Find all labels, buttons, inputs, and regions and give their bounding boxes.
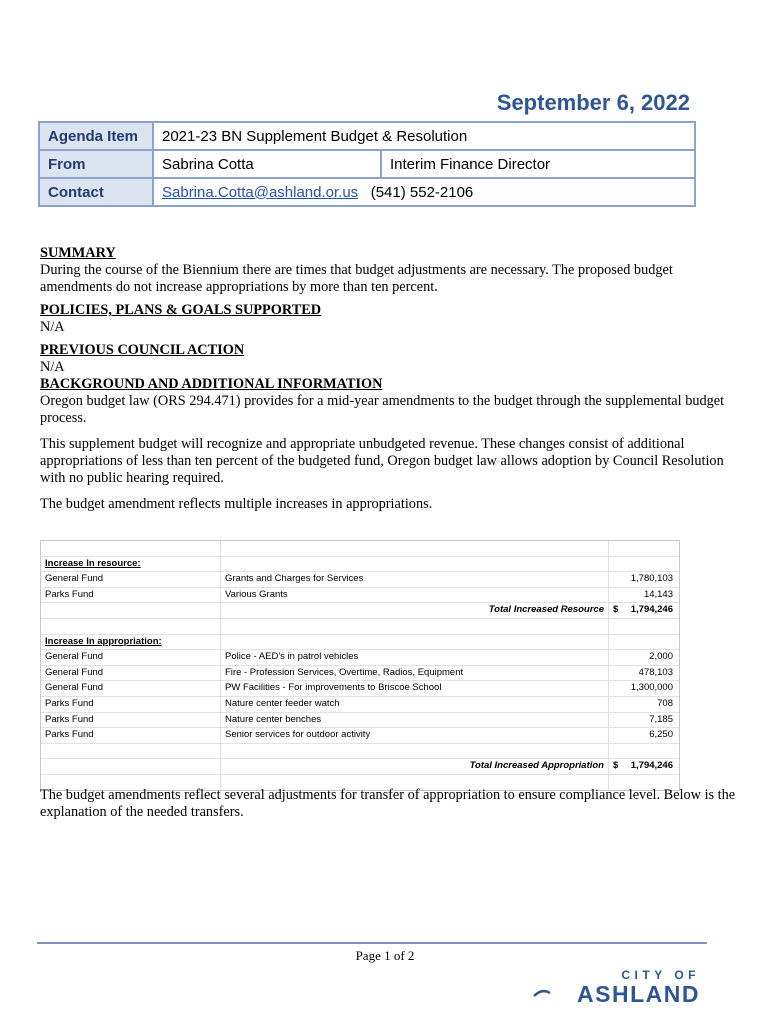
- appropriation-total-value: 1,794,246: [630, 760, 673, 772]
- amount-cell: 708: [657, 697, 673, 709]
- page-number: Page 1 of 2: [355, 948, 415, 963]
- logo-bottom-text: ASHLAND: [577, 981, 700, 1006]
- from-name: Sabrina Cotta: [153, 150, 381, 178]
- fund-cell: Parks Fund: [41, 697, 221, 712]
- agenda-item-row: [39, 122, 695, 150]
- description-cell: Police - AED's in patrol vehicles: [221, 650, 609, 665]
- summary-heading: SUMMARY: [40, 245, 116, 261]
- description-cell: Grants and Charges for Services: [221, 572, 609, 587]
- blank-row: [41, 541, 679, 557]
- logo-top-text: CITY OF: [621, 968, 700, 982]
- description-cell: Various Grants: [221, 588, 609, 603]
- contact-row: [39, 178, 695, 206]
- background-paragraph-1: Oregon budget law (ORS 294.471) provides for a mid-year amendments to the budget through the supplemental budget process.: [40, 393, 725, 426]
- fund-cell: General Fund: [41, 681, 221, 696]
- amount-cell: 478,103: [638, 666, 673, 678]
- fund-cell: Parks Fund: [41, 588, 221, 603]
- fund-cell: General Fund: [41, 572, 221, 587]
- table-row: [41, 588, 679, 604]
- resource-total-row: [41, 603, 679, 619]
- table-row: [41, 666, 679, 682]
- amount-cell: 6,250: [649, 729, 673, 741]
- currency-symbol: $: [613, 604, 619, 616]
- agenda-item-value: 2021-23 BN Supplement Budget & Resolution: [153, 122, 695, 150]
- contact-phone: (541) 552-2106: [370, 183, 474, 201]
- appropriation-total-cell: [609, 759, 679, 774]
- amount-cell: 14,143: [643, 588, 673, 600]
- fund-cell: Parks Fund: [41, 728, 221, 743]
- resource-total-label: Total Increased Resource: [221, 603, 609, 618]
- from-row: [39, 150, 695, 178]
- previous-action-text: N/A: [40, 359, 65, 375]
- transfer-explanation-text: The budget amendments reflect several adjustments for transfer of appropriation to ensure compliance level. Below is the explanation of the needed transfers.: [40, 787, 736, 820]
- description-cell: PW Facilities - For improvements to Briscoe School: [221, 681, 609, 696]
- budget-table: [40, 540, 680, 791]
- background-heading: BACKGROUND AND ADDITIONAL INFORMATION: [40, 376, 383, 392]
- fund-cell: Parks Fund: [41, 713, 221, 728]
- policies-heading: POLICIES, PLANS & GOALS SUPPORTED: [40, 302, 322, 318]
- resource-heading: Increase In resource:: [41, 557, 221, 572]
- resource-heading-row: [41, 557, 679, 573]
- table-row: [41, 681, 679, 697]
- from-label: From: [39, 150, 153, 178]
- blank-row: [41, 744, 679, 760]
- background-paragraph-2: This supplement budget will recognize and appropriate unbudgeted revenue. These changes consist of additional appropriations of less than ten percent of the budgeted fund, Oregon budget law allows adoption by Council Resolution with no public hearing required.: [40, 436, 724, 486]
- previous-action-heading: PREVIOUS COUNCIL ACTION: [40, 342, 245, 358]
- description-cell: Senior services for outdoor activity: [221, 728, 609, 743]
- city-of-ashland-logo: [532, 966, 704, 1006]
- contact-value: [153, 178, 695, 206]
- description-cell: Nature center benches: [221, 713, 609, 728]
- fund-cell: General Fund: [41, 650, 221, 665]
- contact-label: Contact: [39, 178, 153, 206]
- appropriation-heading-row: [41, 635, 679, 651]
- background-paragraph-3: The budget amendment reflects multiple increases in appropriations.: [40, 496, 433, 512]
- agenda-item-label: Agenda Item: [39, 122, 153, 150]
- fund-cell: General Fund: [41, 666, 221, 681]
- document-body: [40, 245, 740, 519]
- amount-cell: 1,300,000: [630, 682, 673, 694]
- table-row: [41, 713, 679, 729]
- table-row: [41, 650, 679, 666]
- resource-total-value: 1,794,246: [630, 604, 673, 616]
- resource-total-cell: [609, 603, 679, 618]
- currency-symbol: $: [613, 760, 619, 772]
- policies-text: N/A: [40, 319, 65, 335]
- agenda-header-table: [38, 121, 696, 207]
- from-title: Interim Finance Director: [381, 150, 695, 178]
- footer-divider: [37, 942, 707, 944]
- blank-row: [41, 619, 679, 635]
- amount-cell: 2,000: [649, 651, 673, 663]
- description-cell: Nature center feeder watch: [221, 697, 609, 712]
- meeting-date: September 6, 2022: [496, 90, 690, 115]
- appropriation-heading: Increase In appropriation:: [41, 635, 221, 650]
- summary-text: During the course of the Biennium there are times that budget adjustments are necessary. The proposed budget amendments do not increase appropriations by more than ten percent.: [40, 262, 673, 295]
- appropriation-total-label: Total Increased Appropriation: [221, 759, 609, 774]
- amount-cell: 1,780,103: [630, 573, 673, 585]
- appropriation-total-row: [41, 759, 679, 775]
- contact-email-link[interactable]: Sabrina.Cotta@ashland.or.us: [162, 183, 359, 201]
- table-row: [41, 572, 679, 588]
- table-row: [41, 697, 679, 713]
- description-cell: Fire - Profession Services, Overtime, Radios, Equipment: [221, 666, 609, 681]
- table-row: [41, 728, 679, 744]
- amount-cell: 7,185: [649, 713, 673, 725]
- logo-swoosh-icon: [534, 991, 550, 996]
